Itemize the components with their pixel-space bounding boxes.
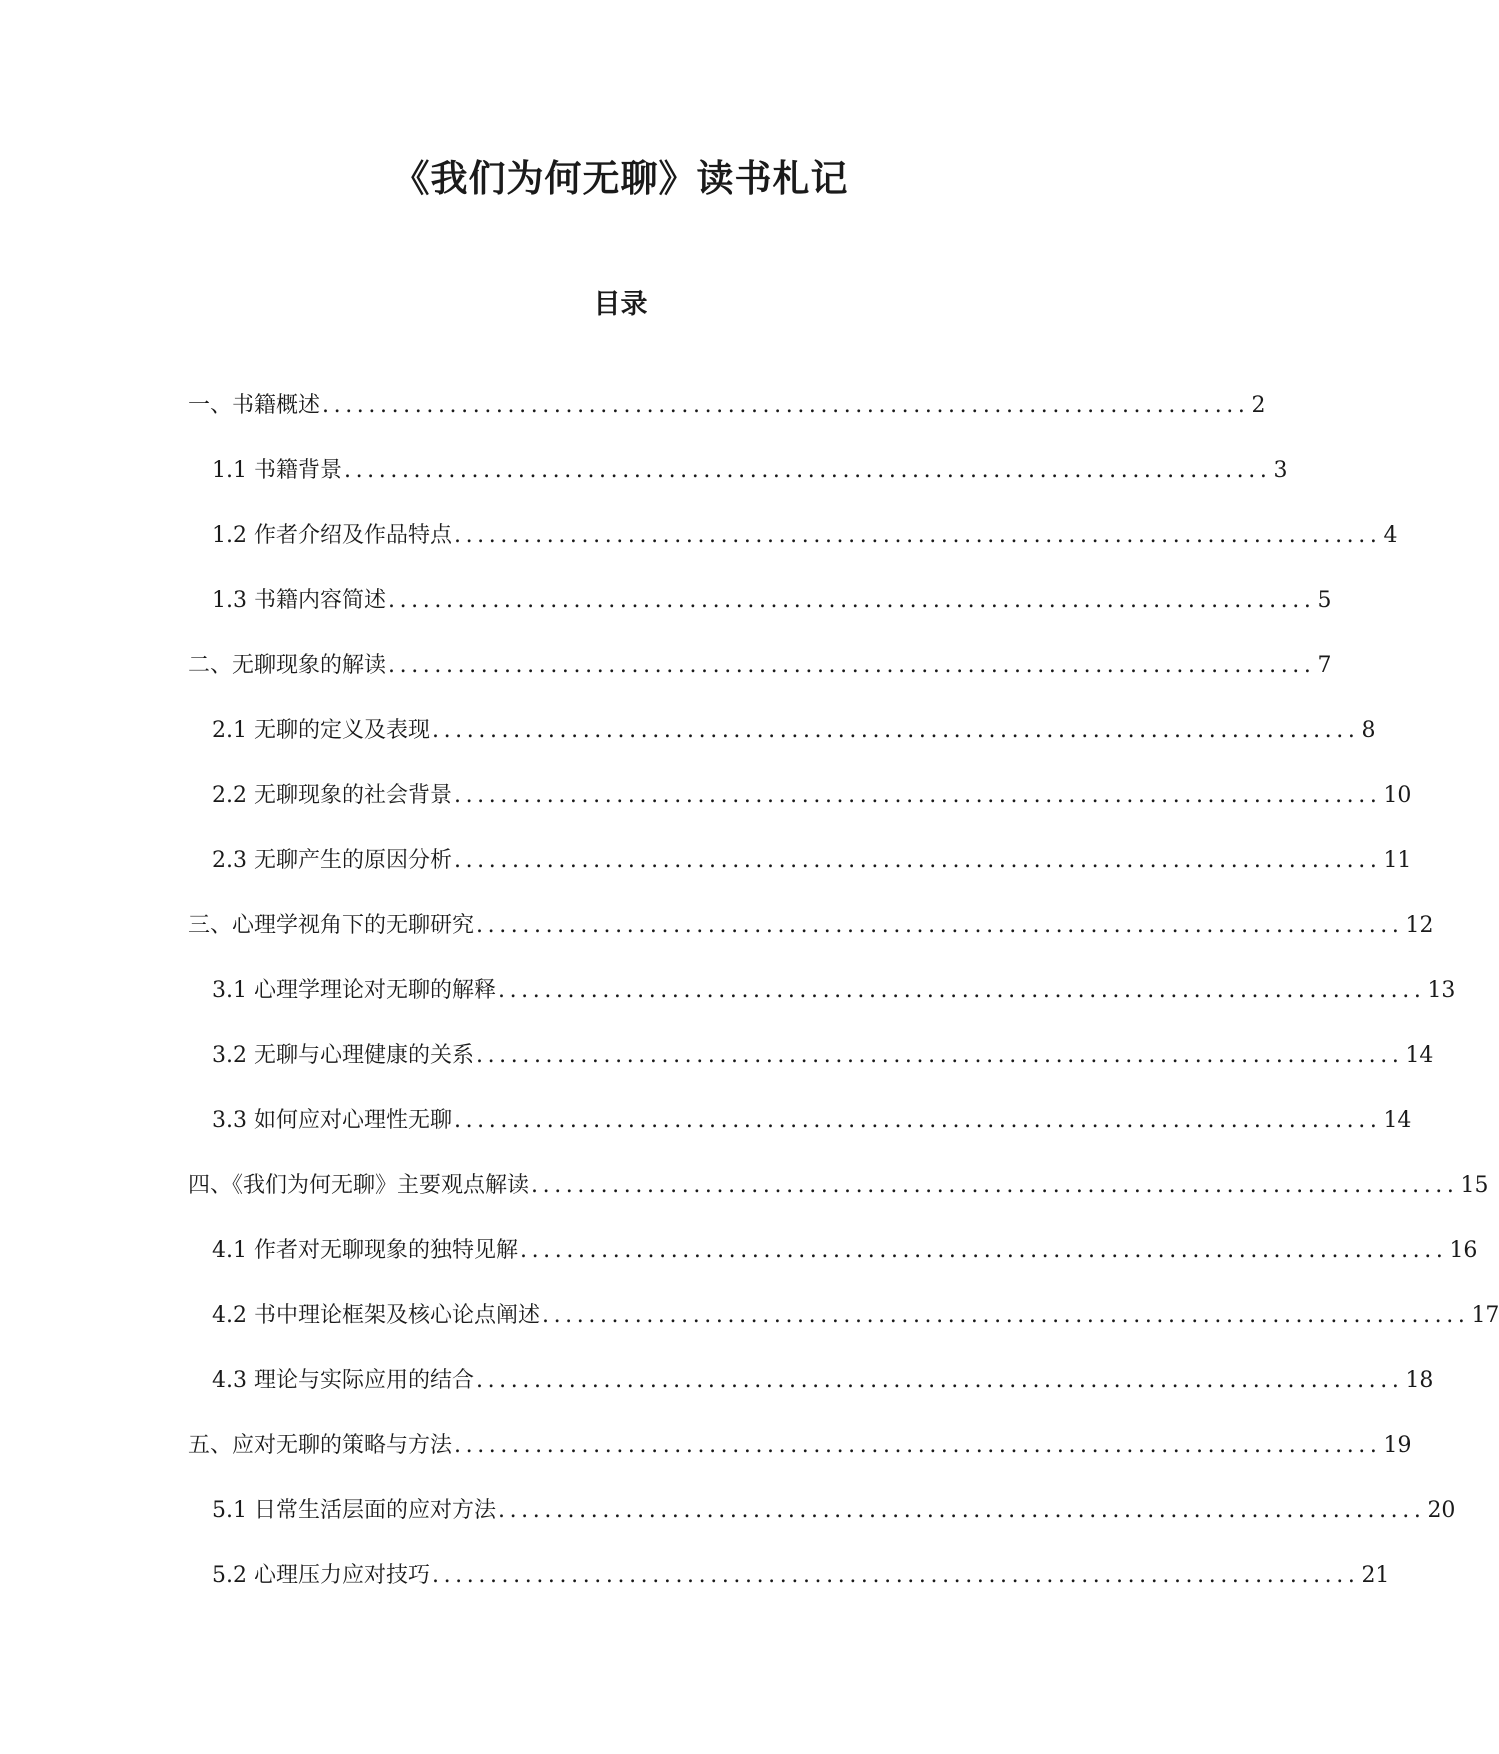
toc-entry-text: 1.2 作者介绍及作品特点 xyxy=(212,523,452,548)
toc-entry[interactable] xyxy=(212,844,1412,878)
toc-entry-text: 1.1 书籍背景 xyxy=(212,458,342,483)
toc-entry-text: 4.2 书中理论框架及核心论点阐述 xyxy=(212,1303,540,1328)
toc-entry-text: 一、书籍概述 xyxy=(188,393,321,418)
toc-entry-text: 2.1 无聊的定义及表现 xyxy=(212,718,430,743)
toc-entry[interactable] xyxy=(212,1039,1434,1073)
toc-entry[interactable] xyxy=(212,974,1456,1008)
toc-entry-text: 4.1 作者对无聊现象的独特见解 xyxy=(212,1238,518,1263)
toc-entry[interactable] xyxy=(212,714,1376,748)
toc-leader-dots: ................................................................................ xyxy=(322,393,1250,418)
toc-entry-page: 21 xyxy=(1361,1563,1390,1588)
toc-entry[interactable] xyxy=(212,1234,1478,1268)
toc-entry[interactable] xyxy=(188,649,1332,683)
toc-leader-dots: ................................................................................ xyxy=(541,1303,1470,1328)
toc-entry-text: 4.3 理论与实际应用的结合 xyxy=(212,1368,474,1393)
toc-leader-dots: ................................................................................ xyxy=(475,1043,1404,1068)
toc-entry[interactable] xyxy=(188,1169,1489,1203)
toc-leader-dots: ................................................................................ xyxy=(343,458,1272,483)
toc-entry[interactable] xyxy=(212,1494,1456,1528)
toc-entry-page: 14 xyxy=(1405,1043,1434,1068)
toc-entry[interactable] xyxy=(188,1429,1412,1463)
toc-entry[interactable] xyxy=(212,1104,1412,1138)
toc-leader-dots: ................................................................................ xyxy=(453,1108,1382,1133)
toc-entry-page: 10 xyxy=(1383,783,1412,808)
toc-entry-text: 3.1 心理学理论对无聊的解释 xyxy=(212,978,496,1003)
toc-leader-dots: ................................................................................ xyxy=(431,1563,1360,1588)
toc-entry-page: 5 xyxy=(1317,588,1332,613)
toc-entry-text: 5.2 心理压力应对技巧 xyxy=(212,1563,430,1588)
toc-entry-page: 8 xyxy=(1361,718,1376,743)
toc-leader-dots: ................................................................................ xyxy=(453,523,1382,548)
toc-entry-page: 4 xyxy=(1383,523,1398,548)
toc-entry-page: 18 xyxy=(1405,1368,1434,1393)
toc-leader-dots: ................................................................................ xyxy=(388,653,1316,678)
toc-leader-dots: ................................................................................ xyxy=(475,1368,1404,1393)
toc-entry-text: 2.2 无聊现象的社会背景 xyxy=(212,783,452,808)
toc-entry-text: 2.3 无聊产生的原因分析 xyxy=(212,848,452,873)
toc-entry[interactable] xyxy=(212,1299,1499,1333)
toc-entry-page: 3 xyxy=(1273,458,1288,483)
toc-leader-dots: ................................................................................ xyxy=(454,1433,1382,1458)
toc-leader-dots: ................................................................................ xyxy=(497,1498,1426,1523)
toc-entry-page: 7 xyxy=(1317,653,1332,678)
toc-entry-page: 17 xyxy=(1471,1303,1499,1328)
toc-leader-dots: ................................................................................ xyxy=(531,1173,1459,1198)
toc-entry[interactable] xyxy=(188,389,1266,423)
toc-heading: 目录 xyxy=(593,289,648,320)
toc-entry-page: 2 xyxy=(1251,393,1266,418)
toc-entry[interactable] xyxy=(212,1364,1434,1398)
toc-entry[interactable] xyxy=(212,519,1398,553)
toc-leader-dots: ................................................................................ xyxy=(476,913,1404,938)
toc-entry-page: 16 xyxy=(1449,1238,1478,1263)
toc-entry-text: 5.1 日常生活层面的应对方法 xyxy=(212,1498,496,1523)
toc-entry-page: 13 xyxy=(1427,978,1456,1003)
toc-entry-page: 19 xyxy=(1383,1433,1412,1458)
toc-entry-page: 14 xyxy=(1383,1108,1412,1133)
toc-entry[interactable] xyxy=(212,454,1288,488)
toc-entry[interactable] xyxy=(188,909,1434,943)
toc-entry-text: 四、《我们为何无聊》主要观点解读 xyxy=(188,1173,530,1198)
toc-entry-page: 15 xyxy=(1460,1173,1489,1198)
toc-entry-page: 12 xyxy=(1405,913,1434,938)
toc-entry[interactable] xyxy=(212,779,1412,813)
toc-entry-text: 三、心理学视角下的无聊研究 xyxy=(188,913,475,938)
toc-entry-text: 五、应对无聊的策略与方法 xyxy=(188,1433,453,1458)
toc-leader-dots: ................................................................................ xyxy=(519,1238,1448,1263)
toc-leader-dots: ................................................................................ xyxy=(431,718,1360,743)
toc-entry-text: 3.2 无聊与心理健康的关系 xyxy=(212,1043,474,1068)
toc-leader-dots: ................................................................................ xyxy=(453,848,1382,873)
toc-leader-dots: ................................................................................ xyxy=(453,783,1382,808)
toc-entry[interactable] xyxy=(212,1559,1390,1593)
toc-entry-text: 二、无聊现象的解读 xyxy=(188,653,387,678)
toc-leader-dots: ................................................................................ xyxy=(387,588,1316,613)
toc-leader-dots: ................................................................................ xyxy=(497,978,1426,1003)
toc-entry-page: 20 xyxy=(1427,1498,1456,1523)
document-title: 《我们为何无聊》读书札记 xyxy=(392,156,849,200)
toc-entry-page: 11 xyxy=(1383,848,1412,873)
toc-entry-text: 1.3 书籍内容简述 xyxy=(212,588,386,613)
toc-entry[interactable] xyxy=(212,584,1332,618)
toc-entry-text: 3.3 如何应对心理性无聊 xyxy=(212,1108,452,1133)
